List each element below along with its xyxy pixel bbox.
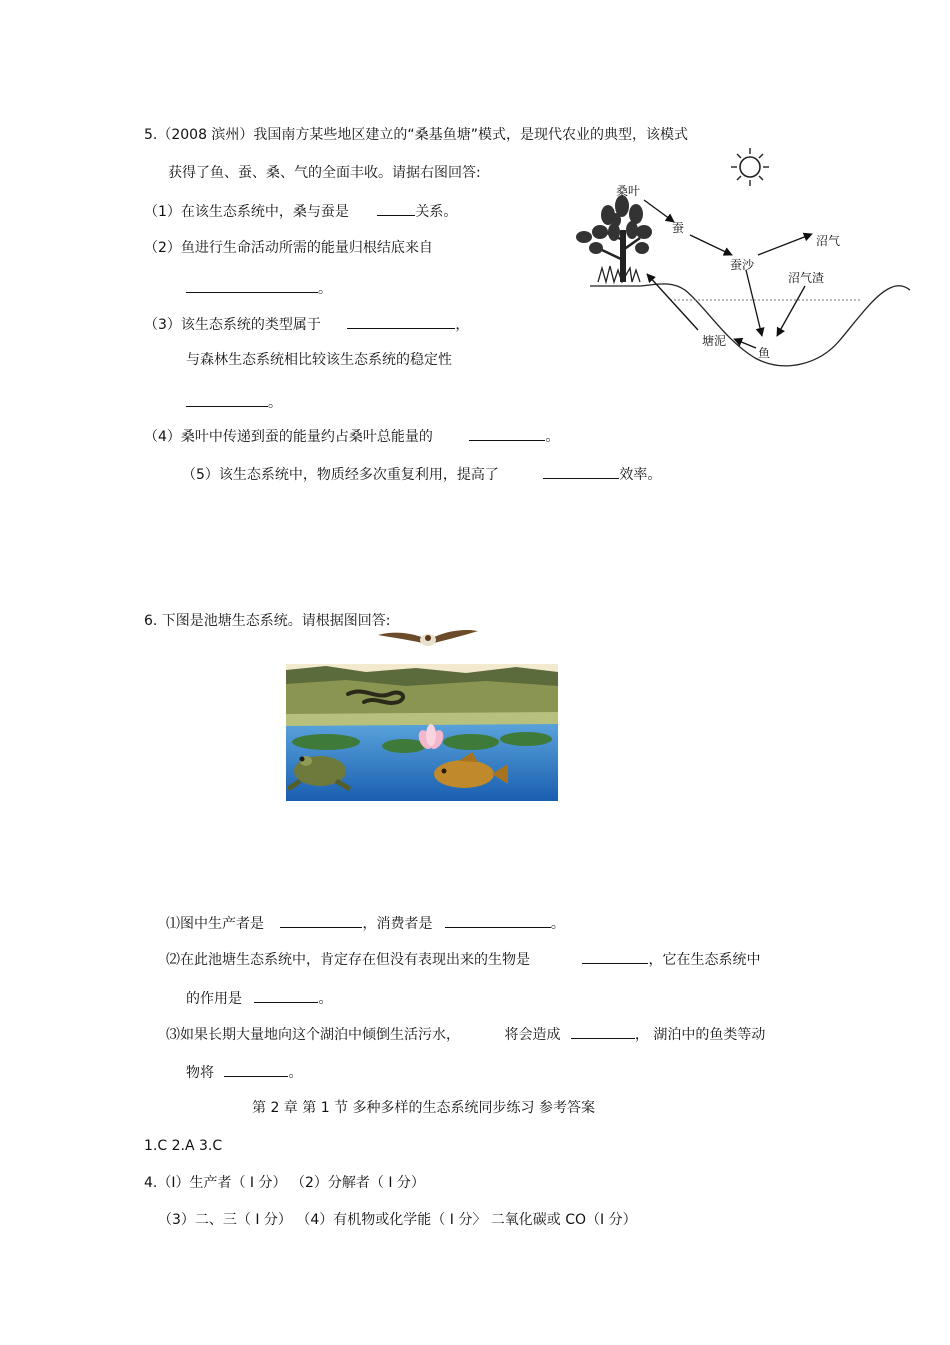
q5-part1 — [144, 201, 457, 221]
label-fish: 鱼 — [758, 346, 771, 360]
arrow-silksand-to-biogas — [758, 234, 812, 255]
mulberry-tree-icon — [576, 195, 652, 282]
label-biogas: 沼气 — [816, 234, 841, 248]
q5-part3-line2: 与森林生态系统相比较该生态系统的稳定性 — [186, 352, 452, 368]
q5-part2: （2）鱼进行生命活动所需的能量归根结底来自 — [144, 240, 433, 256]
q5-line1: 5.（2008 滨州）我国南方某些地区建立的“桑基鱼塘”模式，是现代农业的典型，该模式 — [144, 127, 688, 143]
q5-part3-answer — [186, 392, 282, 412]
q5-part2-blank[interactable] — [186, 278, 318, 293]
q6-intro: 6. 下图是池塘生态系统。请根据图回答: — [144, 613, 391, 629]
q6-sub3-mid: ， 湖泊中的鱼类等动 — [634, 1027, 766, 1043]
arrow-mulberry-to-silkworm — [644, 200, 674, 222]
q6-sub2-role-text: 的作用是 — [186, 991, 242, 1007]
pond-ecosystem-image — [286, 664, 558, 801]
q5-part3-blank2[interactable] — [186, 392, 268, 407]
q6-sub1-end: 。 — [550, 916, 565, 932]
q6-sub3-animals-text: 物将 — [186, 1065, 214, 1081]
arrow-residue-to-fish — [777, 286, 805, 336]
answers-line1: 1.C 2.A 3.C — [144, 1138, 223, 1154]
q6-sub3-line2 — [186, 1062, 302, 1082]
q6-sub1-mid: ，消费者是 — [362, 916, 433, 932]
q6-hidden-organism-blank[interactable] — [582, 949, 648, 964]
q6-fish-fate-blank[interactable] — [224, 1062, 288, 1077]
q6-role-blank[interactable] — [254, 988, 318, 1003]
q5-part5-blank[interactable] — [543, 464, 619, 479]
q5-part3 — [144, 314, 469, 334]
q5-part3-text: （3）该生态系统的类型属于 — [144, 317, 321, 333]
q5-part2-answer — [186, 278, 332, 298]
label-mulberry: 桑叶 — [616, 184, 641, 198]
q5-part4-text: （4）桑叶中传递到蚕的能量约占桑叶总能量的 — [144, 429, 433, 445]
q6-sub3-text: ⑶如果长期大量地向这个湖泊中倾倒生活污水， — [166, 1027, 460, 1043]
q6-sub1 — [166, 913, 565, 933]
q5-part5-suffix: 效率。 — [619, 467, 662, 483]
q6-sub3-end: 。 — [288, 1065, 303, 1081]
arrow-silksand-to-fish — [746, 270, 762, 336]
label-silk-sand: 蚕沙 — [730, 258, 755, 272]
q6-sub1-text: ⑴图中生产者是 — [166, 916, 264, 932]
arrow-silkworm-to-silksand — [690, 235, 732, 255]
q5-part4-blank[interactable] — [469, 426, 545, 441]
eagle-image — [376, 626, 480, 648]
answers-line3: （3）二、三（ I 分） （4）有机物或化学能（ I 分〉 二氧化碳或 CO（I 分） — [158, 1212, 637, 1228]
q5-part3-blank[interactable] — [347, 314, 455, 329]
label-pond-mud: 塘泥 — [702, 334, 727, 348]
q6-sub2 — [166, 949, 760, 969]
q6-sub2-line2 — [186, 988, 332, 1008]
label-biogas-residue: 沼气渣 — [788, 271, 825, 285]
q6-sub3-cause: 将会造成 — [504, 1027, 561, 1043]
answers-title: 第 2 章 第 1 节 多种多样的生态系统同步练习 参考答案 — [252, 1100, 595, 1116]
q6-sub2-end: 。 — [318, 991, 333, 1007]
arrow-mud-to-tree — [647, 274, 698, 330]
q6-producer-blank[interactable] — [280, 913, 362, 928]
q6-sub2-mid: ，它在生态系统中 — [648, 952, 761, 968]
q5-part4 — [144, 426, 559, 446]
q5-part5 — [182, 464, 661, 484]
label-silkworm: 蚕 — [672, 221, 685, 235]
q6-sub3 — [166, 1024, 765, 1044]
q5-part4-end: 。 — [545, 429, 560, 445]
q5-part1-text: （1）在该生态系统中，桑与蚕是 — [144, 204, 349, 220]
q5-part1-blank[interactable] — [377, 201, 415, 216]
q6-consumer-blank[interactable] — [445, 913, 551, 928]
arrow-fish-to-mud — [734, 339, 756, 348]
q5-part3-end: 。 — [268, 395, 282, 411]
q5-part1-suffix: 关系。 — [415, 204, 458, 220]
sun-icon — [731, 148, 769, 186]
q6-pollution-blank[interactable] — [571, 1024, 635, 1039]
q5-part5-text: （5）该生态系统中，物质经多次重复利用，提高了 — [182, 467, 499, 483]
q5-line2: 获得了鱼、蚕、桑、气的全面丰收。请据右图回答: — [168, 165, 481, 181]
q6-sub2-text: ⑵在此池塘生态系统中，肯定存在但没有表现出来的生物是 — [166, 952, 530, 968]
pond-basin — [590, 284, 910, 366]
q5-part2-end: 。 — [318, 281, 332, 297]
q5-part3-suffix: ， — [455, 317, 470, 333]
answers-line2: 4.（I）生产者（ I 分） （2）分解者（ I 分） — [144, 1175, 425, 1191]
